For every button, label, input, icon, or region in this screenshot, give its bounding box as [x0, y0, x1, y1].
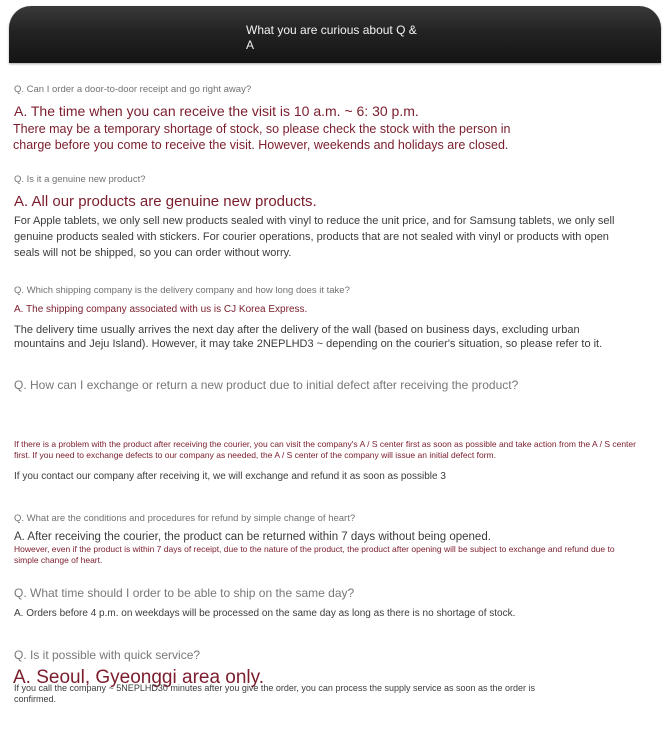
faq-answer-3: A. The shipping company associated with us is CJ Korea Express. [14, 304, 308, 315]
faq-detail-5: However, even if the product is within 7 days of receipt, due to the nature of the product, the product after opening will be subject to exchange and refund due to simple change of heart. [14, 544, 615, 565]
faq-answer-2: A. All our products are genuine new products. [14, 193, 317, 210]
faq-question-5: Q. What are the conditions and procedures for refund by simple change of heart? [14, 513, 356, 524]
faq-header-bar [9, 6, 661, 63]
faq-answer-6: A. Orders before 4 p.m. on weekdays will be processed on the same day as long as there is no shortage of stock. [14, 608, 516, 619]
faq-answer-1: A. The time when you can receive the visit is 10 a.m. ~ 6: 30 p.m. [14, 103, 419, 119]
faq-detail-3: The delivery time usually arrives the next day after the delivery of the wall (based on business days, excluding urban mountains and Jeju Island). However, it may take 2NEPLHD3 ~ depending on the courier's situation, so please refer to it. [14, 324, 603, 350]
faq-question-3: Q. Which shipping company is the delivery company and how long does it take? [14, 285, 350, 296]
faq-question-4: Q. How can I exchange or return a new product due to initial defect after receiving the product? [14, 378, 519, 392]
faq-answer-5: A. After receiving the courier, the product can be returned within 7 days without being opened. [14, 531, 491, 543]
faq-detail-2: For Apple tablets, we only sell new products sealed with vinyl to reduce the unit price, and for Samsung tablets, we only sell genuine products sealed with stickers. For courier operations, products that are not sealed with vinyl or products with open seals will not be shipped, so you can order without worry. [14, 215, 615, 259]
faq-answer-7: A. Seoul, Gyeonggi area only. [13, 667, 265, 688]
faq-question-1: Q. Can I order a door-to-door receipt and go right away? [14, 84, 252, 95]
faq-question-6: Q. What time should I order to be able to ship on the same day? [14, 586, 355, 600]
faq-question-2: Q. Is it a genuine new product? [14, 174, 146, 185]
faq-question-7: Q. Is it possible with quick service? [14, 648, 201, 662]
faq-detail-7: If you call the company ~ 5NEPLHD30 minutes after you give the order, you can process the supply service as soon as the order is confirmed. [14, 683, 536, 704]
faq-answer-4: If there is a problem with the product after receiving the courier, you can visit the company's A / S center first as soon as possible and take action from the A / S center first. If you need to exchange defects to our company as needed, the A / S center of the company will issue an initial defect form. [14, 439, 636, 460]
faq-detail-1: There may be a temporary shortage of stock, so please check the stock with the person in charge before you come to receive the visit. However, weekends and holidays are closed. [13, 122, 511, 152]
faq-detail-4: If you contact our company after receiving it, we will exchange and refund it as soon as possible 3 [14, 471, 446, 482]
page-title: What you are curious about Q & A [246, 23, 417, 52]
